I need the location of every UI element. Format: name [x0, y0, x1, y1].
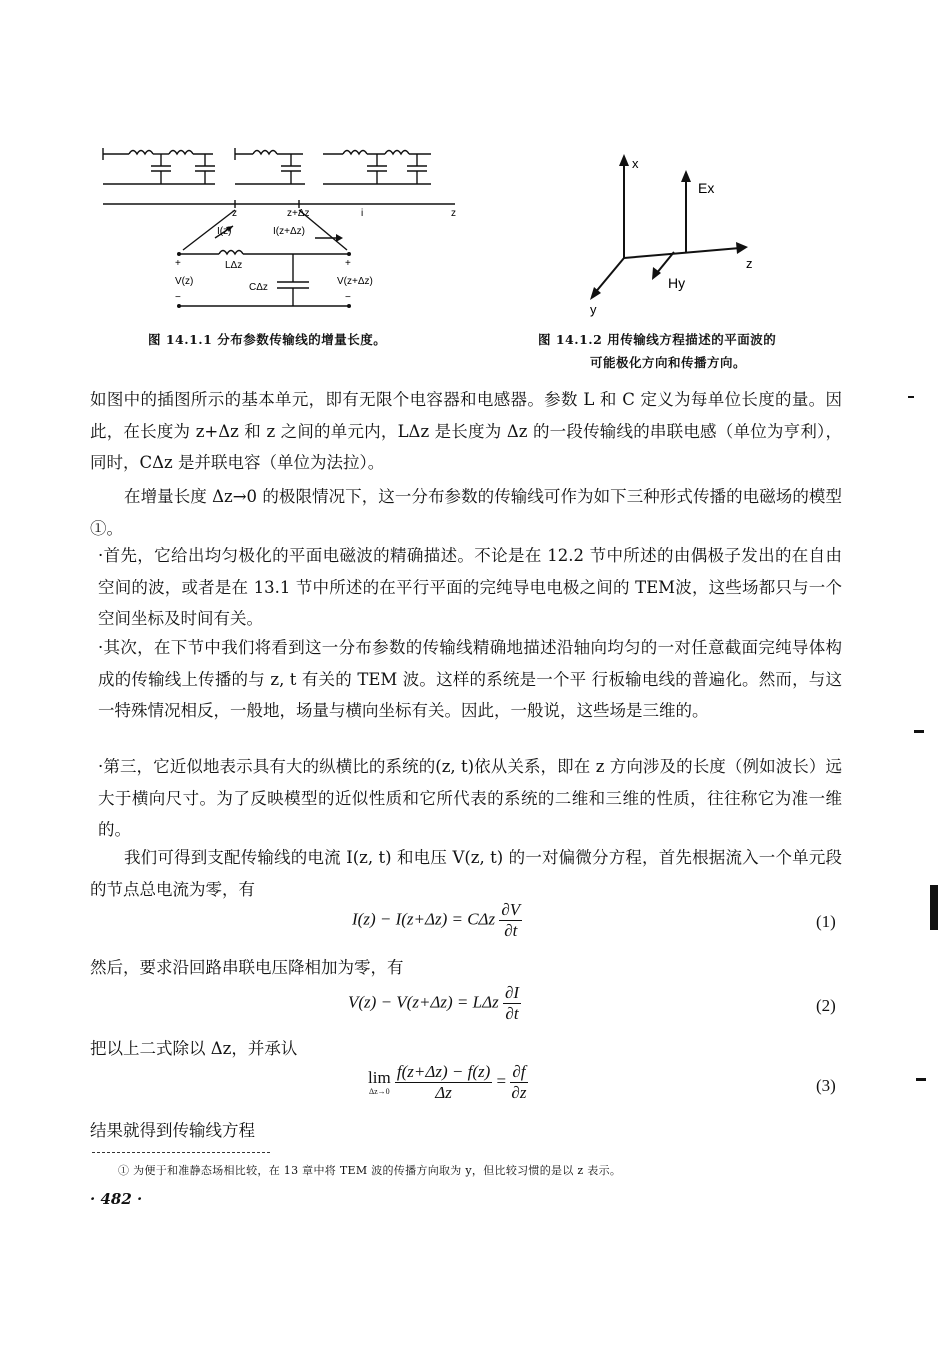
equation-2	[348, 983, 521, 1024]
figure-14-1-1-caption: 图 14.1.1 分布参数传输线的增量长度。	[148, 332, 387, 347]
equation-3-denominator: Δz	[435, 1083, 452, 1102]
equation-2-denominator: ∂t	[505, 1004, 519, 1023]
bullet-second: ·其次，在下节中我们将看到这一分布参数的传输线精确地描述沿轴向均匀的一对任意截面完纯导体构成的传输线上传播的与 z, t 有关的 TEM 波。这样的系统是一个平 行板输电线的普遍化。然而，与这一特殊情况相反，一般地，场量与横向坐标有关。因此，一般说，这些场是三维的。	[98, 638, 842, 720]
equation-3-limit	[368, 1069, 391, 1097]
label-current-izdz: I(z+Δz)	[273, 226, 305, 237]
paragraph-4: 然后，要求沿回路串联电压降相加为零，有	[90, 958, 404, 977]
equation-2-lhs: V(z) − V(z+Δz) = LΔz	[348, 992, 499, 1012]
scan-mark-1	[908, 396, 914, 398]
axis-label-x: x	[632, 156, 639, 171]
equation-3-equals: =	[496, 1071, 507, 1091]
label-v-zdz: V(z+Δz)	[337, 276, 373, 287]
scan-mark-2	[914, 730, 924, 733]
label-current-iz: I(z)	[217, 226, 232, 237]
scan-mark-4	[916, 1078, 926, 1081]
scan-mark-3	[930, 885, 938, 930]
label-minus-right: −	[345, 292, 351, 303]
equation-3-number: (3)	[816, 1076, 836, 1095]
field-label-ex: Ex	[698, 180, 715, 196]
label-c-dz: CΔz	[249, 282, 268, 293]
axis-label-z: z	[746, 256, 753, 271]
equation-1	[352, 900, 522, 941]
equation-3-lim-subscript: Δz→0	[368, 1086, 390, 1096]
equation-1-fraction	[499, 900, 522, 941]
label-plus-left: +	[175, 258, 181, 269]
equation-2-number: (2)	[816, 996, 836, 1015]
label-minus-left: −	[175, 292, 181, 303]
equation-2-fraction	[503, 983, 521, 1024]
page-number: · 482 ·	[90, 1190, 143, 1208]
equation-3-rhs-fraction	[510, 1062, 527, 1103]
axis-label-y: y	[590, 302, 597, 317]
equation-3-numerator: f(z+Δz) − f(z)	[396, 1062, 491, 1081]
equation-3-fraction	[395, 1062, 492, 1103]
equation-1-denominator: ∂t	[504, 921, 518, 940]
label-l-dz: LΔz	[225, 260, 243, 271]
label-v-z: V(z)	[175, 276, 194, 287]
equation-1-lhs: I(z) − I(z+Δz) = CΔz	[352, 909, 496, 929]
figure-14-1-2-diagram	[580, 148, 780, 318]
equation-3-lim: lim	[368, 1067, 391, 1087]
equation-3-rhs-denominator: ∂z	[511, 1083, 527, 1102]
label-z-axis: z	[451, 208, 456, 219]
label-plus-right: +	[345, 258, 351, 269]
figure-14-1-1-diagram	[95, 138, 475, 328]
paragraph-6: 结果就得到传输线方程	[90, 1121, 255, 1140]
equation-1-numerator: ∂V	[501, 900, 521, 919]
bullet-third: ·第三，它近似地表示具有大的纵横比的系统的(z, t)依从关系，即在 z 方向涉及的长度（例如波长）远大于横向尺寸。为了反映模型的近似性质和它所代表的系统的二维和三维的性质，往往称它为准一维的。	[98, 757, 842, 839]
figure-14-1-2-caption-line2: 可能极化方向和传播方向。	[590, 355, 747, 370]
paragraph-2: 在增量长度 Δz→0 的极限情况下，这一分布参数的传输线可作为如下三种形式传播的电磁场的模型①。	[90, 487, 842, 538]
bullet-first: ·首先，它给出均匀极化的平面电磁波的精确描述。不论是在 12.2 节中所述的由偶极子发出的在自由空间的波，或者是在 13.1 节中所述的在平行平面的完纯导电电极之间的 TEM波，这些场都只与一个空间坐标及时间有关。	[98, 546, 842, 628]
label-z-plus-dz: z+Δz	[287, 208, 310, 219]
equation-2-numerator: ∂I	[504, 983, 520, 1002]
paragraph-1: 如图中的插图所示的基本单元，即有无限个电容器和电感器。参数 L 和 C 定义为每单位长度的量。因此，在长度为 z+Δz 和 z 之间的单元内，LΔz 是长度为 Δz 的一段传输线的串联电感（单位为亨利），同时，CΔz 是并联电容（单位为法拉）。	[90, 390, 842, 472]
equation-1-number: (1)	[816, 912, 836, 931]
equation-3-rhs-numerator: ∂f	[512, 1062, 526, 1081]
paragraph-5: 把以上二式除以 Δz，并承认	[90, 1039, 298, 1058]
label-z: z	[232, 208, 237, 219]
label-i: i	[361, 208, 364, 219]
equation-3	[368, 1062, 528, 1103]
paragraph-3: 我们可得到支配传输线的电流 I(z, t) 和电压 V(z, t) 的一对偏微分方程，首先根据流入一个单元段的节点总电流为零，有	[90, 848, 842, 899]
field-label-hy: Hy	[668, 275, 686, 291]
footnote-rule	[92, 1152, 270, 1153]
footnote: ① 为便于和准静态场相比较，在 13 章中将 TEM 波的传播方向取为 y，但比较习惯的是以 z 表示。	[118, 1164, 622, 1177]
figure-14-1-2-caption-line1: 图 14.1.2 用传输线方程描述的平面波的	[538, 332, 777, 347]
